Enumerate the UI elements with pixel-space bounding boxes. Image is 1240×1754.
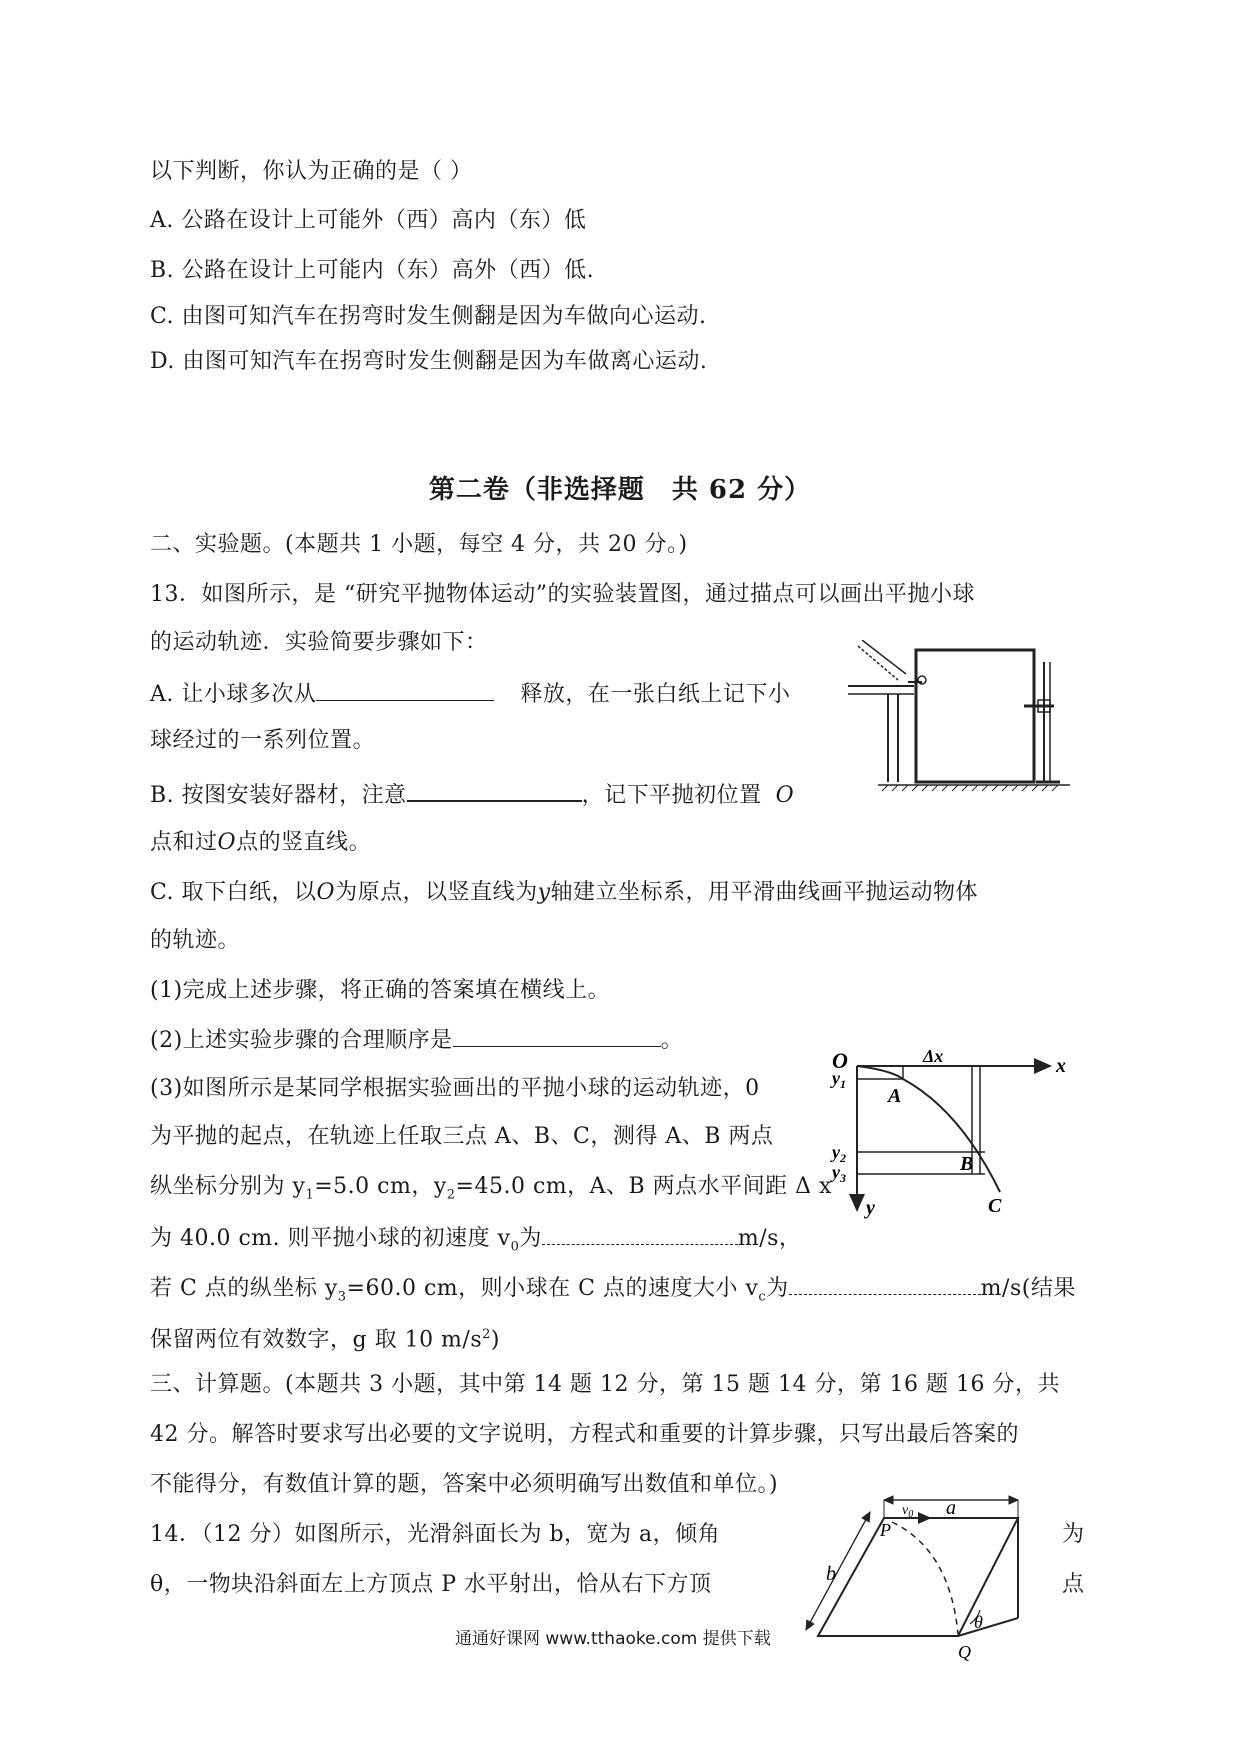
q13-step-a-post: 释放，在一张白纸上记下小 bbox=[520, 682, 791, 707]
section-calc-line2: 42 分。解答时要求写出必要的文字说明，方程式和重要的计算步骤，只写出最后答案的 bbox=[150, 1422, 1019, 1447]
section2-title: 第二卷（非选择题 共 62 分） bbox=[428, 475, 812, 505]
q14-line2: θ，一物块沿斜面左上方顶点 P 水平射出，恰从右下方顶 bbox=[150, 1572, 712, 1597]
trajectory-figure bbox=[820, 1050, 1070, 1220]
q13-p3-l5-s: 3 bbox=[337, 1289, 347, 1305]
q13-step-c-c: 轴建立坐标系，用平滑曲线画平抛运动物体 bbox=[550, 880, 979, 905]
traj-label-y: y bbox=[866, 1197, 875, 1219]
q13-p3-l4-a: 为 40.0 cm. 则平抛小球的初速度 v bbox=[150, 1226, 511, 1251]
q12-option-a: A. 公路在设计上可能外（西）高内（东）低 bbox=[150, 208, 587, 233]
q13-part3-line3 bbox=[150, 1172, 832, 1210]
q14-line1: 14．（12 分）如图所示，光滑斜面长为 b，宽为 a，倾角 bbox=[150, 1522, 721, 1547]
answer-blank-b[interactable] bbox=[407, 778, 582, 802]
page-footer: 通通好课网 www.tthaoke.com 提供下载 bbox=[455, 1629, 771, 1649]
traj-label-y2: $y_2$ bbox=[832, 1142, 846, 1165]
traj-label-c: C bbox=[988, 1195, 1002, 1217]
q13-line1: 13．如图所示，是 “研究平抛物体运动”的实验装置图，通过描点可以画出平抛小球 bbox=[150, 582, 975, 607]
traj-label-b: B bbox=[960, 1153, 974, 1175]
section-calc-line3: 不能得分，有数值计算的题，答案中必须明确写出数值和单位。) bbox=[150, 1472, 779, 1497]
q13-p3-l5-sc: c bbox=[758, 1289, 767, 1305]
section-experiment-heading: 二、实验题。(本题共 1 小题，每空 4 分，共 20 分。) bbox=[150, 532, 688, 557]
q13-p3-l3-a: 纵坐标分别为 y bbox=[150, 1174, 306, 1199]
q13-p3-l4-s: 0 bbox=[510, 1239, 520, 1255]
answer-blank-a[interactable] bbox=[316, 678, 494, 701]
q13-p3-l5-a: 若 C 点的纵坐标 y bbox=[150, 1276, 338, 1301]
q13-part2 bbox=[150, 1024, 683, 1056]
q13-p3-l3-c: =45.0 cm，A、B 两点水平间距 Δ x bbox=[455, 1174, 832, 1199]
q13-part3-line2: 为平抛的起点，在轨迹上任取三点 A、B、C，测得 A、B 两点 bbox=[150, 1124, 774, 1149]
q13-step-c bbox=[150, 878, 978, 908]
q13-step-b-pre: B. 按图安装好器材，注意 bbox=[150, 783, 407, 808]
q13-part3-line1: (3)如图所示是某同学根据实验画出的平抛小球的运动轨迹，0 bbox=[150, 1076, 760, 1101]
q13-part3-line4 bbox=[150, 1222, 801, 1262]
section-calc-line1: 三、计算题。(本题共 3 小题，其中第 14 题 12 分，第 15 题 14 分，第 16 题 16 分，共 bbox=[150, 1372, 1060, 1397]
traj-label-x: x bbox=[1056, 1055, 1066, 1077]
q13-p3-l5-c: 为 bbox=[766, 1276, 789, 1301]
q13-step-b bbox=[150, 778, 794, 811]
q13-p3-l3-s1: 1 bbox=[305, 1187, 315, 1203]
answer-blank-vc[interactable] bbox=[789, 1272, 981, 1295]
q13-step-c-y: y bbox=[537, 880, 551, 905]
q13-part3-line6 bbox=[150, 1320, 500, 1355]
q13-p3-l6-sup: 2 bbox=[482, 1327, 491, 1342]
q12-option-d: D. 由图可知汽车在拐弯时发生侧翻是因为车做离心运动. bbox=[150, 349, 708, 374]
q13-part1: (1)完成上述步骤，将正确的答案填在横线上。 bbox=[150, 978, 611, 1003]
q13-step-c-cont: 的轨迹。 bbox=[150, 928, 241, 953]
apparatus-figure bbox=[848, 640, 1070, 792]
traj-label-a: A bbox=[888, 1085, 902, 1107]
incline-label-a: a bbox=[946, 1497, 956, 1519]
q12-option-b: B. 公路在设计上可能内（东）高外（西）低. bbox=[150, 258, 595, 283]
q13-step-a-cont: 球经过的一系列位置。 bbox=[150, 728, 376, 753]
incline-label-p: P bbox=[880, 1520, 891, 1540]
q13-step-b-o: O bbox=[775, 783, 795, 808]
q13-part2-pre: (2)上述实验步骤的合理顺序是 bbox=[150, 1028, 453, 1053]
incline-label-b: b bbox=[826, 1563, 836, 1585]
q13-step-b-post: ，记下平抛初位置 bbox=[581, 783, 762, 808]
q13-step-b-cont-o: O bbox=[217, 830, 237, 855]
q14-line1-right: 为 bbox=[1062, 1522, 1085, 1547]
q13-p3-l5-b: =60.0 cm，则小球在 C 点的速度大小 v bbox=[346, 1276, 759, 1301]
q13-p3-l6-b: ) bbox=[490, 1327, 500, 1353]
q13-step-c-a: C. 取下白纸，以 bbox=[150, 880, 317, 905]
answer-blank-v0[interactable] bbox=[542, 1222, 738, 1245]
q13-p3-l4-b: 为 bbox=[519, 1226, 542, 1251]
answer-blank-order[interactable] bbox=[453, 1024, 661, 1047]
q13-part3-line5 bbox=[150, 1272, 1076, 1312]
q13-step-c-o: O bbox=[316, 880, 336, 905]
q14-line2-right: 点 bbox=[1062, 1572, 1085, 1597]
q13-part2-post: 。 bbox=[660, 1028, 684, 1053]
q13-p3-l3-b: =5.0 cm，y bbox=[314, 1174, 447, 1199]
q13-step-c-b: 为原点，以竖直线为 bbox=[335, 880, 538, 905]
q13-step-b-cont-b: 点的竖直线。 bbox=[236, 830, 372, 855]
q13-step-b-cont bbox=[150, 828, 371, 858]
incline-label-q: Q bbox=[958, 1642, 971, 1662]
q13-line2: 的运动轨迹．实验简要步骤如下： bbox=[150, 630, 488, 655]
q13-p3-l5-unit: m/s(结果 bbox=[980, 1276, 1076, 1301]
q13-p3-l4-unit: m/s， bbox=[737, 1226, 802, 1251]
traj-label-y1: $y_1$ bbox=[832, 1068, 846, 1091]
q13-p3-l6-a: 保留两位有效数字，g 取 10 m/s bbox=[150, 1327, 483, 1353]
q12-stem: 以下判断，你认为正确的是（ ） bbox=[150, 159, 473, 184]
incline-label-theta: θ bbox=[974, 1612, 983, 1632]
q13-step-a bbox=[150, 678, 790, 710]
q13-step-b-cont-a: 点和过 bbox=[150, 830, 218, 855]
q12-option-c: C. 由图可知汽车在拐弯时发生侧翻是因为车做向心运动. bbox=[150, 304, 707, 329]
incline-figure bbox=[800, 1490, 1035, 1662]
q13-step-a-pre: A. 让小球多次从 bbox=[150, 682, 317, 707]
q13-p3-l3-s2: 2 bbox=[446, 1187, 456, 1203]
incline-label-v0: $v_0$ bbox=[902, 1503, 914, 1520]
traj-label-y3: $y_3$ bbox=[832, 1162, 846, 1185]
traj-label-o: O bbox=[832, 1050, 848, 1073]
traj-label-dx: Δx bbox=[923, 1050, 944, 1066]
